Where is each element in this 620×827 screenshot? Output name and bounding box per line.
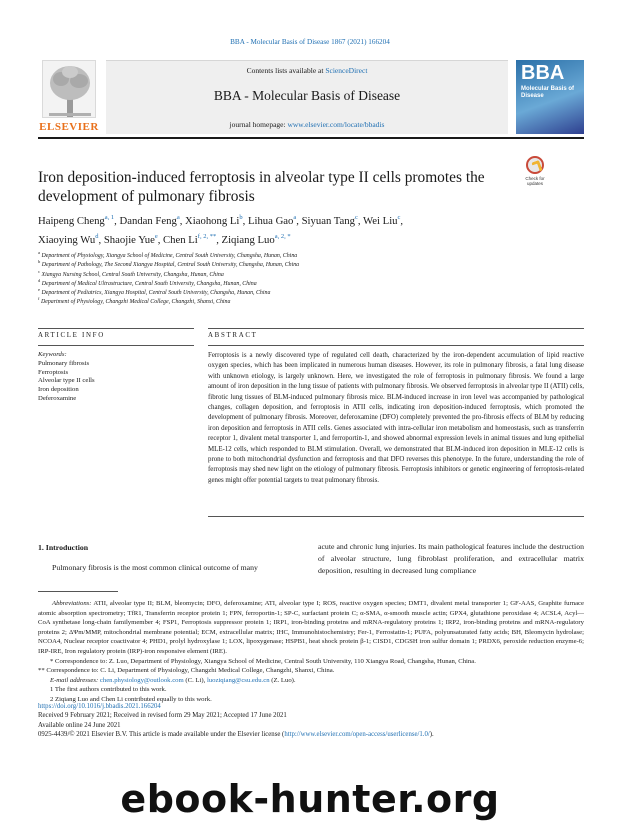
online-date: Available online 24 June 2021: [38, 721, 121, 729]
author[interactable]: Xiaoying Wu$^d$: [38, 233, 99, 246]
abstract-rule-mid: [208, 345, 584, 346]
affiliation: $^a$ Department of Physiology, Xiangya School of Medicine, Central South University, Changsha, Hunan, China: [38, 250, 298, 259]
license-link[interactable]: http://www.elsevier.com/open-access/userlicense/1.0/: [284, 731, 430, 739]
keyword-item: Ferroptosis: [38, 368, 69, 376]
keyword-item: Pulmonary fibrosis: [38, 359, 90, 367]
abstract-rule-top: [208, 328, 584, 329]
author[interactable]: Wei Liu$^c$: [363, 214, 401, 227]
journal-homepage-link[interactable]: www.elsevier.com/locate/bbadis: [287, 120, 385, 129]
affiliation: $^e$ Department of Pediatrics, Xiangya Hospital, Central South University, Changsha, Hunan, China: [38, 287, 271, 297]
elsevier-logo: [38, 60, 100, 134]
article-info-rule-bottom: [38, 345, 194, 346]
abbreviations-footnote: [38, 599, 584, 657]
introduction-text-left: Pulmonary fibrosis is the most common clinical outcome of many: [52, 563, 258, 572]
homepage-prefix: journal homepage:: [229, 120, 288, 129]
abstract-heading: ABSTRACT: [208, 332, 258, 339]
email-owner: (Z. Luo).: [269, 676, 296, 684]
article-info-rule-top: [38, 328, 194, 329]
keyword-item: Iron deposition: [38, 386, 79, 394]
check-updates-icon: [526, 156, 544, 174]
received-dates: Received 9 February 2021; Received in revised form 29 May 2021; Accepted 17 June 2021: [38, 712, 287, 720]
author[interactable]: Dandan Feng$^a$: [119, 214, 180, 227]
keywords-label: Keywords:: [38, 351, 67, 358]
check-for-updates-button[interactable]: [521, 156, 549, 190]
author[interactable]: Chen $Li^{f, 2, **}$: [163, 233, 217, 246]
affiliation: $^d$ Department of Medical Ultrastructure, Central South University, Changsha, Hunan, China: [38, 277, 257, 287]
author[interactable]: Haipeng Cheng$^{a, 1}$: [38, 214, 115, 227]
elsevier-tree-icon: [42, 60, 96, 118]
author[interactable]: Shaojie Yue$^e$: [103, 233, 158, 246]
article-title: Iron deposition-induced ferroptosis in alveolar type II cells promotes the development of pulmonary fibrosis: [38, 169, 485, 205]
journal-header: [38, 60, 584, 134]
doi-link[interactable]: https://doi.org/10.1016/j.bbadis.2021.166204: [38, 703, 161, 710]
license-line: 0925-4439/© 2021 Elsevier B.V. This article is made available under the Elsevier license (http://www.elsevier.com/open-access/userlicense/1.0/).: [38, 731, 434, 739]
abstract-rule-bottom: [208, 516, 584, 517]
affiliation: $^b$ Department of Pathology, The Second Xiangya Hospital, Central South University, Changsha, Hunan, China: [38, 259, 300, 269]
correspondence-footnote: * Correspondence to: Z. Luo, Department of Physiology, Xiangya School of Medicine, Central South University, 110 Xiangya Road, Changsha, Hunan, China.: [50, 657, 476, 665]
author[interactable]: Siyuan Tang$^c$: [301, 214, 358, 227]
journal-name: BBA - Molecular Basis of Disease: [213, 88, 401, 103]
publication-info: [38, 702, 584, 740]
author-list: Haipeng Cheng$^{a, 1}$, Dandan Feng$^a$, Xiaohong Li$^b$, Lihua Gao$^a$, Siyuan Tang$^c$, Wei Liu$^c$, Xiaoying Wu$^d$, Shaojie Yue$^e$, Chen $Li^{f, 2, **}$, Ziqiang Luo$^{a, 2, *}$: [38, 214, 404, 246]
contents-line: [106, 66, 508, 75]
correspondence-footnote: ** Correspondence to: C. Li, Department of Physiology, Changzhi Medical College, Changzhi, Shanxi, China.: [38, 667, 335, 675]
keyword-item: Deferoxamine: [38, 394, 77, 402]
watermark: ebook-hunter.org: [120, 777, 500, 821]
email-owner: (C. Li),: [183, 676, 207, 684]
author-note: 2 Ziqiang Luo and Chen Li contributed equally to this work.: [50, 695, 212, 703]
author-note: 1 The first authors contributed to this work.: [50, 686, 167, 694]
contents-prefix: Contents lists available at: [246, 66, 326, 75]
elsevier-wordmark: ELSEVIER: [39, 121, 99, 133]
abstract-text: Ferroptosis is a newly discovered type of regulated cell death, characterized by the iron-dependent accumulation of lipid reactive oxygen species, which has been implicated in numerous human diseases. However, its role in pulmonary fibrosis, a fatal lung disease with unknown etiology, is largely unknown. Here, we investigated the role of ferroptosis in pulmonary fibrosis. We found a large amount of iron deposition in the lung tissue of patients with pulmonary fibrosis. We observed ferroptosis in alveolar type II (ATII) cells, fibrotic lung tissues of BLM-induced pulmonary fibrosis mice. BLM-induced increase in iron level was accompanied by pathological changes, collagen deposition, and ferroptosis in ATII cells, indicating iron deposition-induced ferroptosis, which promoted the development of pulmonary fibrosis. Moreover, deferoxamine (DFO) completely prevented the pro-fibrosis effects of BLM by reducing iron deposition and ferroptosis in ATII cells. Genes associated with intra-cellular iron metabolism and homeostasis, such as transferrin receptor 1, divalent metal transporter 1, and ferroportin-1, and showed abnormal expression levels in animal tissues and lung epithelial MLE-12 cells, which responded to BLM stimulation. Overall, we demonstrated that BLM-induced iron deposition in MLE-12 cells is prone to both mitochondrial dysfunction and ferroptosis and that DFO reverses this phenotype. In the future, understanding the role of ferroptosis may shed new light on the etiology of pulmonary fibrosis. Ferroptosis inhibitors or genetic engineering of ferroptosis-related genes might offer potential targets to treat pulmonary fibrosis.: [208, 352, 584, 484]
introduction-text-right: acute and chronic lung injuries. Its main pathological features include the destruction of alveolar structure, lung fibroblast proliferation, and extracellular matrix deposition, resulting in decreased lung compliance: [318, 542, 584, 575]
cover-title: BBA: [521, 62, 565, 84]
abbreviations-text: ATII, alveolar type II; BLM, bleomycin; DFO, deferoxamine; ATI, alveolar type I; ROS, reactive oxygen species; DMT1, divalent metal transporter 1; GF-AAS, Graphite furnace atomic absorption spectrometry; TfR1, Transferrin receptor protein 1; FPN, ferroportin-1; SP-C, surfactant protein C; α-SMA, α-smooth muscle actin; GPX4, glutathione peroxidase 4; ACSL4, Acyl—CoA synthetase long-chain familymember 4; FSP1, Ferroptosis suppressor protein 1; IRP1, iron-binding proteins and mRNA-regulatory proteins 1; IRP2, iron-binding proteins and mRNA-regulatory proteins 2; ΔΨm/MMP, mitochondrial membrane potential; ECM, extracellular matrix; IHC, Immunohistochemistry; Fer-1, Ferrostatin-1; PUFA, polyunsaturated fatty acids; BH, Bleomycin hydrolase; NCOA4, Nuclear receptor coactivator 4; PHD1, prolyl hydroxylase 1; LOX, lipoxygenase; HSPB1, heat shock protein β-1; CISD1, CDGSH iron sulfur domain 1; PRDX6, peroxide reduction enzyme-6; IRP-IRE, Iron regulatory protein (IRP)-iron responsive element (IRE).: [38, 600, 584, 655]
journal-banner: [106, 60, 508, 134]
footnotes: [38, 599, 584, 705]
author[interactable]: Ziqiang Luo$^{a, 2, *}$: [221, 233, 291, 246]
header-divider: [38, 137, 584, 139]
keyword-item: Alveolar type II cells: [38, 377, 95, 385]
affiliation-list: [38, 252, 584, 308]
journal-reference[interactable]: BBA - Molecular Basis of Disease 1867 (2021) 166204: [230, 38, 390, 46]
journal-cover-image: [516, 60, 584, 134]
email-label: E-mail addresses:: [50, 676, 99, 684]
affiliation: $^f$ Department of Physiology, Changzhi Medical College, Changzhi, Shanxi, China: [38, 296, 231, 306]
introduction-heading: 1. Introduction: [38, 543, 89, 552]
keywords-block: [38, 351, 188, 404]
abbreviations-label: Abbreviations:: [52, 600, 92, 607]
sciencedirect-link[interactable]: ScienceDirect: [325, 66, 368, 75]
author[interactable]: Xiaohong Li$^b$: [185, 214, 243, 227]
homepage-line: [106, 120, 508, 129]
email-link[interactable]: chen.physiology@outlook.com: [99, 676, 184, 684]
email-footnote: [38, 676, 584, 686]
affiliation: $^c$ Xiangya Nursing School, Central South University, Changsha, Hunan, China: [38, 268, 224, 278]
email-link[interactable]: luoziqiang@csu.edu.cn: [206, 676, 270, 684]
article-info-heading: ARTICLE INFO: [38, 332, 105, 339]
author[interactable]: Lihua Gao$^a$: [247, 214, 297, 227]
footnote-divider: [38, 591, 118, 592]
check-updates-label: Check for updates: [525, 176, 545, 186]
cover-subtitle: Molecular Basis of Disease: [521, 86, 575, 99]
